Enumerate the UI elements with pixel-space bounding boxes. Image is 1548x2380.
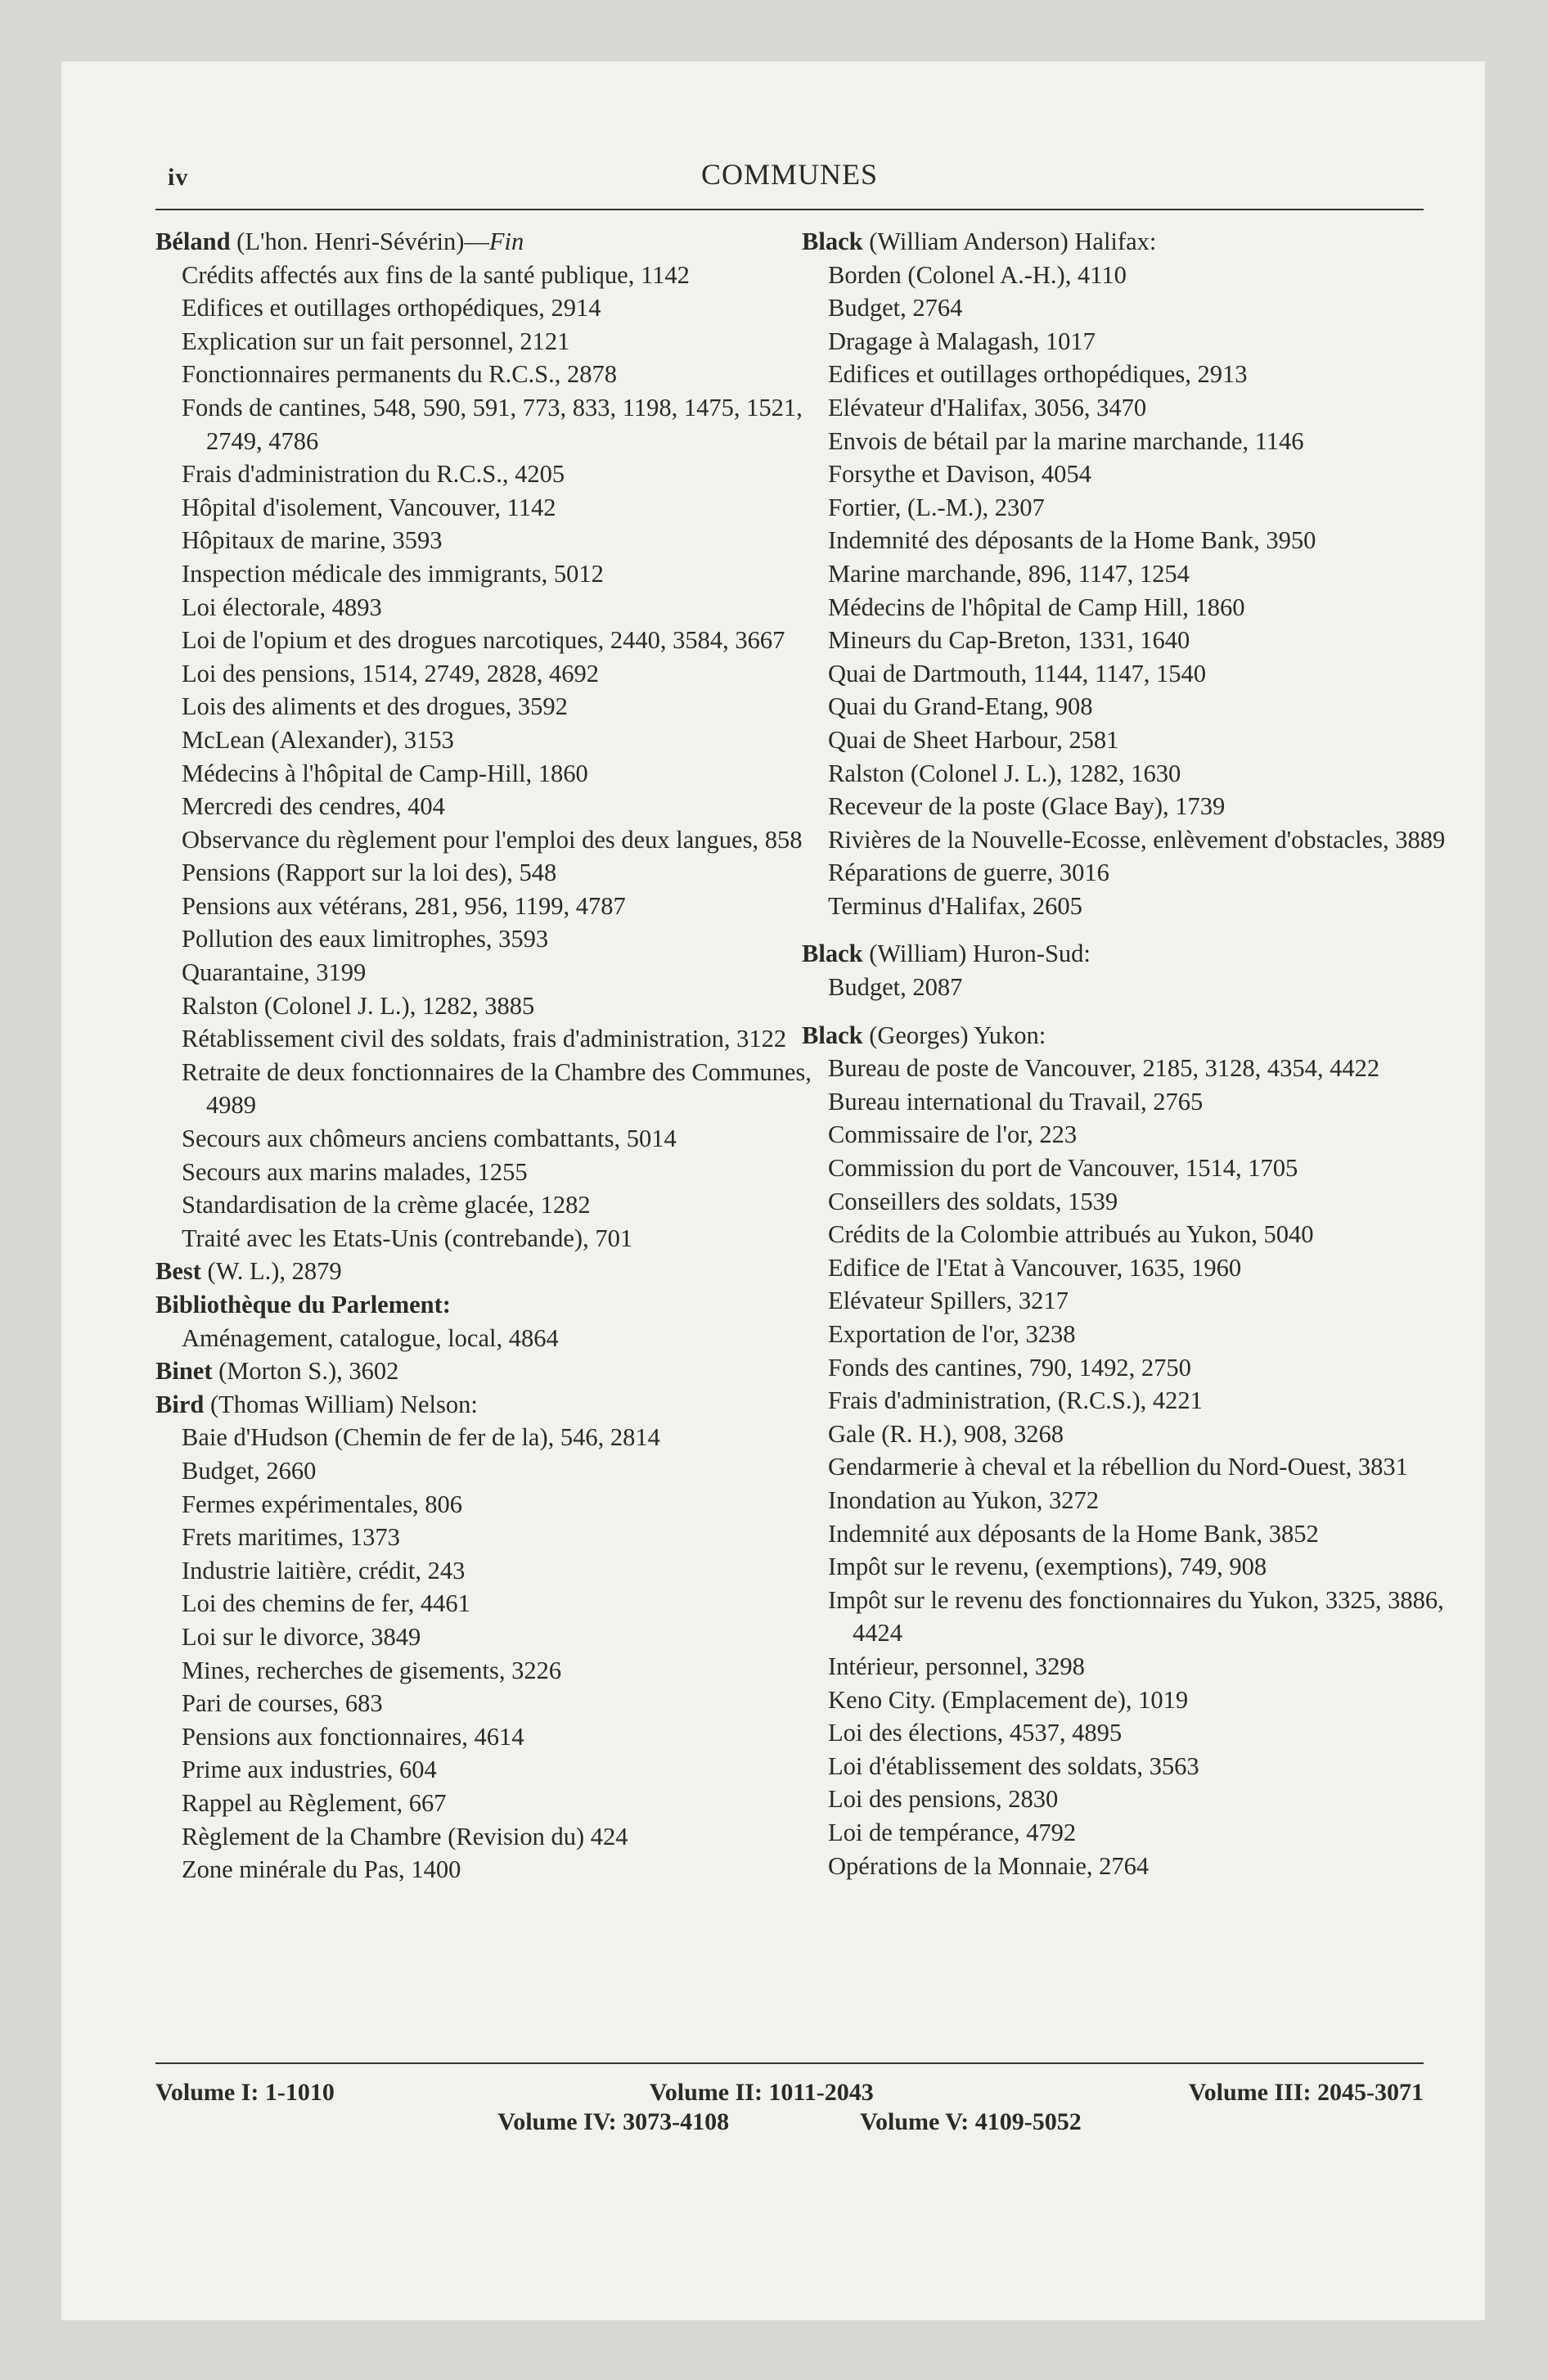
member-description: (W. L.), 2879: [200, 1257, 342, 1286]
subentry: Keno City. (Emplacement de), 1019: [828, 1685, 1189, 1714]
subentry: Dragage à Malagash, 1017: [828, 327, 1096, 355]
member-name: Béland: [155, 228, 231, 255]
subentry: Quai du Grand-Etang, 908: [828, 692, 1093, 721]
index-entry: [155, 1388, 826, 1886]
volume-5-range: Volume V: 4109-5052: [860, 2108, 1082, 2135]
subentry: Intérieur, personnel, 3298: [828, 1652, 1085, 1680]
member-description: (Morton S.), 3602: [212, 1357, 399, 1386]
subentry: Borden (Colonel A.-H.), 4110: [828, 260, 1127, 289]
member-name: Bibliothèque du Parlement:: [155, 1291, 451, 1318]
subentry: Mercredi des cendres, 404: [182, 792, 445, 821]
subentry: Industrie laitière, crédit, 243: [182, 1556, 466, 1584]
subentry: Loi des élections, 4537, 4895: [828, 1719, 1123, 1747]
subentry: Médecins de l'hôpital de Camp Hill, 1860: [828, 593, 1245, 621]
subentry: Gendarmerie à cheval et la rébellion du Nord-Ouest, 3831: [828, 1453, 1408, 1481]
page-number: iv: [168, 164, 189, 191]
subentry: Fonds de cantines, 548, 590, 591, 773, 833, 1198, 1475, 1521, 2749, 4786: [182, 393, 803, 455]
subentry: Crédits de la Colombie attribués au Yukon, 5040: [828, 1220, 1314, 1249]
subentry: Loi de l'opium et des drogues narcotiques, 2440, 3584, 3667: [182, 626, 785, 655]
subentry: Mines, recherches de gisements, 3226: [182, 1656, 562, 1684]
index-entry: [155, 225, 826, 1255]
entry-heading: [155, 1288, 826, 1322]
subentry: Loi d'établissement des soldats, 3563: [828, 1751, 1199, 1780]
entry-heading: [155, 1355, 826, 1388]
member-description: (Georges) Yukon:: [862, 1021, 1046, 1049]
continuation-mark: Fin: [488, 228, 524, 255]
member-name: Black: [802, 940, 863, 968]
subentry: Ralston (Colonel J. L.), 1282, 3885: [182, 991, 535, 1020]
subentry: Prime aux industries, 604: [182, 1756, 437, 1784]
subentry: Loi électorale, 4893: [182, 593, 382, 621]
subentry: Edifices et outillages orthopédiques, 2914: [182, 294, 601, 322]
subentry: Forsythe et Davison, 4054: [828, 460, 1091, 489]
subentry: Gale (R. H.), 908, 3268: [828, 1419, 1064, 1448]
subentry: Loi des pensions, 1514, 2749, 2828, 4692: [182, 659, 600, 687]
right-column: [802, 225, 1473, 1882]
index-entry: [802, 225, 1473, 922]
member-name: Black: [802, 228, 863, 255]
member-name: Bird: [155, 1390, 205, 1418]
index-page: [61, 61, 1485, 2320]
subentry: Médecins à l'hôpital de Camp-Hill, 1860: [182, 759, 588, 787]
subentry: Exportation de l'or, 3238: [828, 1320, 1076, 1348]
subentry: McLean (Alexander), 3153: [182, 725, 454, 754]
subentry: Impôt sur le revenu des fonctionnaires du Yukon, 3325, 3886, 4424: [828, 1585, 1444, 1648]
subentry: Commissaire de l'or, 223: [828, 1120, 1078, 1149]
subentry: Marine marchande, 896, 1147, 1254: [828, 559, 1190, 588]
index-entry: [155, 1355, 826, 1388]
subentry: Hôpital d'isolement, Vancouver, 1142: [182, 493, 556, 521]
subentry: Conseillers des soldats, 1539: [828, 1187, 1118, 1215]
subentry: Rivières de la Nouvelle-Ecosse, enlèvement d'obstacles, 3889: [828, 825, 1446, 854]
index-entry: [155, 1255, 826, 1288]
subentry: Fonds des cantines, 790, 1492, 2750: [828, 1353, 1191, 1382]
member-description: (L'hon. Henri-Sévérin)—: [230, 228, 489, 255]
subentry: Pensions (Rapport sur la loi des), 548: [182, 859, 557, 887]
subentry: Explication sur un fait personnel, 2121: [182, 327, 570, 355]
subentry: Pollution des eaux limitrophes, 3593: [182, 925, 549, 953]
subentry: Loi des pensions, 2830: [828, 1785, 1059, 1814]
subentry: Standardisation de la crème glacée, 1282: [182, 1191, 591, 1219]
left-column: [155, 225, 826, 1886]
subentry: Loi de tempérance, 4792: [828, 1818, 1077, 1846]
subentry: Opérations de la Monnaie, 2764: [828, 1851, 1150, 1880]
subentry: Edifice de l'Etat à Vancouver, 1635, 1960: [828, 1253, 1242, 1282]
member-description: (William Anderson) Halifax:: [862, 228, 1157, 255]
subentry: Pensions aux fonctionnaires, 4614: [182, 1722, 524, 1751]
index-entry: [155, 1288, 826, 1355]
subentry: Elévateur d'Halifax, 3056, 3470: [828, 393, 1147, 421]
subentry: Bureau international du Travail, 2765: [828, 1087, 1204, 1116]
subentry: Indemnité des déposants de la Home Bank, 3950: [828, 526, 1316, 555]
subentry: Edifices et outillages orthopédiques, 2913: [828, 360, 1248, 389]
entry-heading: [155, 1388, 826, 1422]
subentry: Frets maritimes, 1373: [182, 1523, 400, 1552]
volume-2-range: Volume II: 1011-2043: [649, 2079, 874, 2106]
subentry: Fortier, (L.-M.), 2307: [828, 493, 1045, 521]
subentry: Terminus d'Halifax, 2605: [828, 891, 1082, 920]
subentry: Budget, 2660: [182, 1456, 317, 1485]
member-name: Binet: [155, 1357, 213, 1386]
subentry: Zone minérale du Pas, 1400: [182, 1855, 461, 1884]
subentry: Indemnité aux déposants de la Home Bank, 3852: [828, 1519, 1319, 1548]
subentry: Règlement de la Chambre (Revision du) 424: [182, 1822, 628, 1850]
subentry: Envois de bétail par la marine marchande, 1146: [828, 426, 1304, 455]
subentry: Bureau de poste de Vancouver, 2185, 3128, 4354, 4422: [828, 1054, 1380, 1083]
subentry: Inondation au Yukon, 3272: [828, 1485, 1099, 1514]
volume-4-range: Volume IV: 3073-4108: [497, 2108, 730, 2135]
entry-heading: [155, 225, 826, 259]
subentry: Rétablissement civil des soldats, frais d'administration, 3122: [182, 1025, 787, 1053]
subentry: Mineurs du Cap-Breton, 1331, 1640: [828, 626, 1190, 655]
volume-key: [155, 2079, 1424, 2136]
subentry: Commission du port de Vancouver, 1514, 1705: [828, 1154, 1298, 1183]
subentry: Budget, 2087: [828, 973, 963, 1002]
subentry: Budget, 2764: [828, 294, 963, 322]
footer-rule: [155, 2062, 1424, 2064]
subentry: Rappel au Règlement, 667: [182, 1788, 447, 1817]
entry-heading: [155, 1255, 826, 1288]
member-description: (William) Huron-Sud:: [862, 940, 1091, 968]
member-name: Best: [155, 1257, 201, 1286]
subentry: Secours aux marins malades, 1255: [182, 1157, 528, 1186]
entry-heading: [802, 937, 1473, 971]
index-entry: [802, 1019, 1473, 1882]
subentry: Elévateur Spillers, 3217: [828, 1287, 1069, 1315]
subentry: Aménagement, catalogue, local, 4864: [182, 1323, 559, 1352]
running-head: COMMUNES: [700, 158, 879, 191]
entry-heading: [802, 225, 1473, 259]
subentry: Secours aux chômeurs anciens combattants, 5014: [182, 1125, 677, 1153]
volume-1-range: Volume I: 1-1010: [155, 2079, 335, 2106]
subentry: Traité avec les Etats-Unis (contrebande), 701: [182, 1224, 633, 1252]
subentry: Fermes expérimentales, 806: [182, 1490, 463, 1518]
entry-heading: [802, 1019, 1473, 1053]
subentry: Retraite de deux fonctionnaires de la Chambre des Communes, 4989: [182, 1057, 812, 1120]
subentry: Loi des chemins de fer, 4461: [182, 1589, 470, 1618]
subentry: Pensions aux vétérans, 281, 956, 1199, 4787: [182, 891, 626, 920]
subentry: Ralston (Colonel J. L.), 1282, 1630: [828, 759, 1181, 787]
subentry: Lois des aliments et des drogues, 3592: [182, 692, 568, 721]
subentry: Baie d'Hudson (Chemin de fer de la), 546, 2814: [182, 1423, 660, 1452]
subentry: Loi sur le divorce, 3849: [182, 1622, 421, 1651]
subentry: Quai de Dartmouth, 1144, 1147, 1540: [828, 659, 1206, 687]
subentry: Frais d'administration du R.C.S., 4205: [182, 460, 565, 489]
subentry: Inspection médicale des immigrants, 5012: [182, 559, 604, 588]
subentry: Fonctionnaires permanents du R.C.S., 2878: [182, 360, 618, 389]
subentry: Observance du règlement pour l'emploi des deux langues, 858: [182, 825, 803, 854]
subentry: Frais d'administration, (R.C.S.), 4221: [828, 1386, 1203, 1415]
member-description: (Thomas William) Nelson:: [204, 1390, 478, 1418]
subentry: Hôpitaux de marine, 3593: [182, 526, 443, 555]
subentry: Réparations de guerre, 3016: [828, 859, 1109, 887]
subentry: Crédits affectés aux fins de la santé publique, 1142: [182, 260, 690, 289]
index-entry: [802, 937, 1473, 1003]
subentry: Pari de courses, 683: [182, 1689, 383, 1718]
member-name: Black: [802, 1021, 863, 1049]
subentry: Receveur de la poste (Glace Bay), 1739: [828, 792, 1226, 821]
subentry: Quai de Sheet Harbour, 2581: [828, 725, 1119, 754]
subentry: Quarantaine, 3199: [182, 958, 367, 987]
header-rule: [155, 209, 1424, 210]
subentry: Impôt sur le revenu, (exemptions), 749, 908: [828, 1553, 1267, 1581]
volume-3-range: Volume III: 2045-3071: [1188, 2079, 1424, 2106]
